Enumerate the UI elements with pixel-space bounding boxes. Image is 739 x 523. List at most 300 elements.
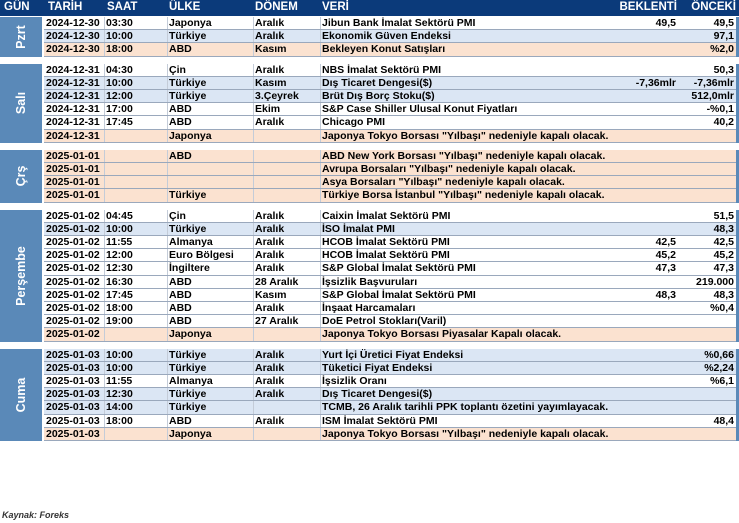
cell-event: ABD New York Borsası "Yılbaşı" nedeniyle kapalı olacak. bbox=[322, 149, 606, 162]
column-divider bbox=[104, 223, 105, 235]
cell-previous: 40,2 bbox=[713, 116, 734, 129]
cell-time: 10:00 bbox=[106, 222, 133, 235]
column-divider bbox=[104, 276, 105, 288]
header-ulke: ÜLKE bbox=[169, 1, 201, 13]
cell-country: Türkiye bbox=[169, 30, 207, 43]
column-divider bbox=[320, 249, 321, 261]
table-row bbox=[44, 289, 736, 302]
day-label: Cuma bbox=[14, 377, 28, 413]
column-divider bbox=[253, 17, 254, 29]
cell-country: ABD bbox=[169, 103, 192, 116]
cell-event: Chicago PMI bbox=[322, 116, 386, 129]
cell-country: Çin bbox=[169, 63, 186, 76]
cell-date: 2025-01-02 bbox=[46, 235, 100, 248]
column-divider bbox=[167, 328, 168, 340]
cell-time: 18:00 bbox=[106, 43, 133, 56]
cell-event: İnşaat Harcamaları bbox=[322, 301, 416, 314]
column-divider bbox=[320, 210, 321, 222]
cell-country: ABD bbox=[169, 116, 192, 129]
column-divider bbox=[104, 64, 105, 76]
cell-country: ABD bbox=[169, 414, 192, 427]
cell-time: 11:55 bbox=[106, 374, 133, 387]
cell-date: 2025-01-01 bbox=[46, 189, 100, 202]
table-row bbox=[44, 328, 736, 341]
cell-date: 2025-01-03 bbox=[46, 361, 100, 374]
column-divider bbox=[167, 103, 168, 115]
column-divider bbox=[167, 17, 168, 29]
column-divider bbox=[167, 401, 168, 413]
cell-period: Aralık bbox=[255, 222, 285, 235]
column-divider bbox=[104, 130, 105, 142]
cell-event: Caixin İmalat Sektörü PMI bbox=[322, 209, 451, 222]
column-divider bbox=[320, 349, 321, 361]
column-divider bbox=[104, 428, 105, 440]
cell-expected: 48,3 bbox=[655, 288, 676, 301]
header-tarih: TARİH bbox=[48, 1, 83, 13]
cell-date: 2025-01-03 bbox=[46, 374, 100, 387]
column-divider bbox=[320, 77, 321, 89]
column-divider bbox=[253, 415, 254, 427]
day-label-cell bbox=[0, 64, 44, 143]
cell-country: Çin bbox=[169, 209, 186, 222]
cell-date: 2025-01-02 bbox=[46, 301, 100, 314]
table-row bbox=[44, 388, 736, 401]
cell-country: Türkiye bbox=[169, 401, 207, 414]
cell-time: 17:00 bbox=[106, 103, 133, 116]
cell-event: Jibun Bank İmalat Sektörü PMI bbox=[322, 17, 476, 29]
column-divider bbox=[253, 362, 254, 374]
cell-date: 2025-01-03 bbox=[46, 427, 100, 440]
cell-time: 10:00 bbox=[106, 30, 133, 43]
day-label: Çrş bbox=[14, 165, 28, 187]
cell-period: Aralık bbox=[255, 388, 285, 401]
cell-date: 2025-01-02 bbox=[46, 275, 100, 288]
column-divider bbox=[167, 428, 168, 440]
cell-period: Aralık bbox=[255, 301, 285, 314]
column-divider bbox=[253, 375, 254, 387]
column-divider bbox=[104, 328, 105, 340]
column-divider bbox=[320, 289, 321, 301]
cell-event: İşsizlik Oranı bbox=[322, 374, 387, 387]
cell-expected: 47,3 bbox=[655, 262, 676, 275]
cell-time: 11:55 bbox=[106, 235, 133, 248]
cell-previous: 51,5 bbox=[713, 209, 734, 222]
cell-event: S&P Global İmalat Sektörü PMI bbox=[322, 288, 476, 301]
table-row bbox=[44, 349, 736, 362]
column-divider bbox=[253, 210, 254, 222]
table-row bbox=[44, 17, 736, 30]
column-divider bbox=[320, 362, 321, 374]
cell-date: 2025-01-01 bbox=[46, 149, 100, 162]
cell-country: Japonya bbox=[169, 17, 212, 29]
cell-event: Dış Ticaret Dengesi($) bbox=[322, 76, 433, 89]
cell-date: 2025-01-03 bbox=[46, 348, 100, 361]
cell-previous: %6,1 bbox=[710, 374, 734, 387]
column-divider bbox=[320, 428, 321, 440]
column-divider bbox=[320, 130, 321, 142]
cell-time: 17:45 bbox=[106, 288, 133, 301]
cell-event: Japonya Tokyo Borsası "Yılbaşı" nedeniyle kapalı olacak. bbox=[322, 129, 609, 142]
column-divider bbox=[167, 415, 168, 427]
cell-previous: %2,0 bbox=[710, 43, 734, 56]
cell-event: DoE Petrol Stokları(Varil) bbox=[322, 315, 447, 328]
cell-country: ABD bbox=[169, 275, 192, 288]
cell-country: Türkiye bbox=[169, 388, 207, 401]
day-label-cell bbox=[0, 210, 44, 342]
column-divider bbox=[253, 388, 254, 400]
column-divider bbox=[320, 43, 321, 55]
cell-country: ABD bbox=[169, 149, 192, 162]
cell-event: TCMB, 26 Aralık tarihli PPK toplantı özetini yayımlayacak. bbox=[322, 401, 609, 414]
column-divider bbox=[167, 375, 168, 387]
day-group bbox=[0, 64, 739, 143]
column-divider bbox=[104, 262, 105, 274]
cell-event: ISM İmalat Sektörü PMI bbox=[322, 414, 438, 427]
column-divider bbox=[167, 189, 168, 201]
column-divider bbox=[320, 103, 321, 115]
table-row bbox=[44, 103, 736, 116]
column-divider bbox=[104, 90, 105, 102]
column-divider bbox=[320, 116, 321, 128]
cell-period: Aralık bbox=[255, 235, 285, 248]
cell-country: Japonya bbox=[169, 427, 212, 440]
cell-period: Aralık bbox=[255, 63, 285, 76]
day-group bbox=[0, 150, 739, 203]
column-divider bbox=[167, 30, 168, 42]
cell-expected: 45,2 bbox=[655, 249, 676, 262]
cell-date: 2024-12-30 bbox=[46, 17, 100, 29]
column-divider bbox=[104, 77, 105, 89]
column-divider bbox=[167, 262, 168, 274]
column-divider bbox=[104, 176, 105, 188]
day-label: Salı bbox=[14, 92, 28, 115]
column-divider bbox=[320, 375, 321, 387]
cell-event: Asya Borsaları "Yılbaşı" nedeniyle kapalı olacak. bbox=[322, 176, 565, 189]
cell-expected: 49,5 bbox=[655, 17, 676, 29]
cell-date: 2025-01-03 bbox=[46, 388, 100, 401]
cell-event: Japonya Tokyo Borsası Piyasalar Kapalı olacak. bbox=[322, 328, 562, 341]
table-header bbox=[0, 0, 739, 16]
column-divider bbox=[104, 103, 105, 115]
cell-date: 2025-01-02 bbox=[46, 328, 100, 341]
cell-date: 2024-12-30 bbox=[46, 43, 100, 56]
cell-period: Ekim bbox=[255, 103, 281, 116]
cell-country: Türkiye bbox=[169, 89, 207, 102]
cell-previous: 42,5 bbox=[713, 235, 734, 248]
cell-event: Ekonomik Güven Endeksi bbox=[322, 30, 451, 43]
day-group bbox=[0, 349, 739, 441]
cell-date: 2025-01-02 bbox=[46, 249, 100, 262]
column-divider bbox=[320, 236, 321, 248]
column-divider bbox=[167, 289, 168, 301]
column-divider bbox=[253, 90, 254, 102]
column-divider bbox=[167, 223, 168, 235]
column-divider bbox=[253, 176, 254, 188]
cell-date: 2025-01-02 bbox=[46, 222, 100, 235]
column-divider bbox=[320, 163, 321, 175]
cell-event: HCOB İmalat Sektörü PMI bbox=[322, 235, 450, 248]
cell-country: Euro Bölgesi bbox=[169, 249, 234, 262]
cell-date: 2024-12-31 bbox=[46, 116, 100, 129]
column-divider bbox=[253, 401, 254, 413]
table-row bbox=[44, 276, 736, 289]
column-divider bbox=[104, 43, 105, 55]
cell-country: Japonya bbox=[169, 328, 212, 341]
column-divider bbox=[253, 349, 254, 361]
column-divider bbox=[253, 276, 254, 288]
column-divider bbox=[320, 276, 321, 288]
column-divider bbox=[167, 176, 168, 188]
cell-period: Aralık bbox=[255, 209, 285, 222]
cell-country: ABD bbox=[169, 315, 192, 328]
column-divider bbox=[104, 415, 105, 427]
header-veri: VERİ bbox=[322, 1, 349, 13]
column-divider bbox=[320, 262, 321, 274]
table-row bbox=[44, 236, 736, 249]
cell-country: ABD bbox=[169, 301, 192, 314]
column-divider bbox=[104, 189, 105, 201]
cell-date: 2024-12-31 bbox=[46, 89, 100, 102]
cell-date: 2025-01-02 bbox=[46, 262, 100, 275]
cell-time: 10:00 bbox=[106, 348, 133, 361]
cell-time: 18:00 bbox=[106, 414, 133, 427]
cell-period: 3.Çeyrek bbox=[255, 89, 299, 102]
column-divider bbox=[167, 90, 168, 102]
cell-previous: %0,66 bbox=[704, 348, 734, 361]
cell-previous: -%0,1 bbox=[706, 103, 734, 116]
table-row bbox=[44, 150, 736, 163]
cell-event: NBS İmalat Sektörü PMI bbox=[322, 63, 442, 76]
cell-period: Aralık bbox=[255, 116, 285, 129]
table-row bbox=[44, 30, 736, 43]
cell-previous: -7,36mlr bbox=[693, 76, 734, 89]
cell-period: Aralık bbox=[255, 17, 285, 29]
column-divider bbox=[104, 150, 105, 162]
cell-previous: %0,4 bbox=[710, 301, 734, 314]
cell-event: Brüt Dış Borç Stoku($) bbox=[322, 89, 435, 102]
cell-period: Aralık bbox=[255, 30, 285, 43]
column-divider bbox=[167, 302, 168, 314]
cell-expected: -7,36mlr bbox=[635, 76, 676, 89]
cell-date: 2025-01-03 bbox=[46, 401, 100, 414]
cell-event: Yurt İçi Üretici Fiyat Endeksi bbox=[322, 348, 464, 361]
cell-time: 10:00 bbox=[106, 361, 133, 374]
column-divider bbox=[253, 116, 254, 128]
cell-period: Kasım bbox=[255, 43, 287, 56]
cell-country: Türkiye bbox=[169, 361, 207, 374]
cell-date: 2025-01-03 bbox=[46, 414, 100, 427]
column-divider bbox=[104, 30, 105, 42]
column-divider bbox=[320, 328, 321, 340]
day-group bbox=[0, 17, 739, 57]
table-row bbox=[44, 375, 736, 388]
column-divider bbox=[104, 302, 105, 314]
column-divider bbox=[253, 249, 254, 261]
cell-date: 2025-01-02 bbox=[46, 209, 100, 222]
column-divider bbox=[320, 223, 321, 235]
cell-event: S&P Case Shiller Ulusal Konut Fiyatları bbox=[322, 103, 518, 116]
day-group bbox=[0, 210, 739, 342]
table-row bbox=[44, 189, 736, 202]
column-divider bbox=[253, 43, 254, 55]
column-divider bbox=[253, 328, 254, 340]
table-row bbox=[44, 43, 736, 56]
column-divider bbox=[253, 150, 254, 162]
column-divider bbox=[253, 236, 254, 248]
column-divider bbox=[104, 388, 105, 400]
cell-previous: 47,3 bbox=[713, 262, 734, 275]
table-row bbox=[44, 77, 736, 90]
table-row bbox=[44, 249, 736, 262]
column-divider bbox=[167, 150, 168, 162]
column-divider bbox=[253, 163, 254, 175]
table-row bbox=[44, 64, 736, 77]
cell-date: 2024-12-31 bbox=[46, 76, 100, 89]
cell-period: Aralık bbox=[255, 262, 285, 275]
day-label: Pzrt bbox=[14, 24, 28, 49]
column-divider bbox=[253, 77, 254, 89]
column-divider bbox=[253, 289, 254, 301]
column-divider bbox=[104, 17, 105, 29]
column-divider bbox=[167, 43, 168, 55]
cell-time: 18:00 bbox=[106, 301, 133, 314]
column-divider bbox=[104, 236, 105, 248]
cell-previous: 45,2 bbox=[713, 249, 734, 262]
column-divider bbox=[167, 388, 168, 400]
cell-event: Avrupa Borsaları "Yılbaşı" nedeniyle kapalı olacak. bbox=[322, 162, 576, 175]
column-divider bbox=[104, 362, 105, 374]
cell-country: Türkiye bbox=[169, 222, 207, 235]
column-divider bbox=[253, 428, 254, 440]
table-row bbox=[44, 210, 736, 223]
column-divider bbox=[253, 103, 254, 115]
column-divider bbox=[320, 176, 321, 188]
day-label-cell bbox=[0, 17, 44, 57]
column-divider bbox=[104, 249, 105, 261]
day-label: Perşembe bbox=[14, 245, 28, 306]
cell-date: 2024-12-31 bbox=[46, 63, 100, 76]
column-divider bbox=[167, 163, 168, 175]
column-divider bbox=[104, 315, 105, 327]
column-divider bbox=[104, 163, 105, 175]
column-divider bbox=[167, 362, 168, 374]
cell-country: ABD bbox=[169, 288, 192, 301]
column-divider bbox=[104, 375, 105, 387]
table-row bbox=[44, 262, 736, 275]
cell-country: Türkiye bbox=[169, 348, 207, 361]
column-divider bbox=[167, 210, 168, 222]
source-note: Kaynak: Foreks bbox=[2, 510, 70, 520]
cell-time: 04:45 bbox=[106, 209, 133, 222]
cell-time: 04:30 bbox=[106, 63, 133, 76]
column-divider bbox=[253, 189, 254, 201]
cell-time: 12:30 bbox=[106, 262, 133, 275]
column-divider bbox=[104, 289, 105, 301]
cell-previous: 48,3 bbox=[713, 288, 734, 301]
table-row bbox=[44, 415, 736, 428]
cell-previous: 49,5 bbox=[713, 17, 734, 29]
header-donem: DÖNEM bbox=[255, 1, 298, 13]
cell-event: Tüketici Fiyat Endeksi bbox=[322, 361, 433, 374]
day-label-cell bbox=[0, 349, 44, 441]
cell-previous: 48,4 bbox=[713, 414, 734, 427]
cell-country: Türkiye bbox=[169, 189, 207, 202]
cell-previous: 48,3 bbox=[713, 222, 734, 235]
cell-time: 10:00 bbox=[106, 76, 133, 89]
cell-time: 12:00 bbox=[106, 249, 133, 262]
table-row bbox=[44, 362, 736, 375]
cell-event: Türkiye Borsa İstanbul "Yılbaşı" nedeniyle kapalı olacak. bbox=[322, 189, 605, 202]
cell-time: 12:30 bbox=[106, 388, 133, 401]
cell-time: 14:00 bbox=[106, 401, 133, 414]
cell-period: 28 Aralık bbox=[255, 275, 299, 288]
column-divider bbox=[167, 276, 168, 288]
header-saat: SAAT bbox=[107, 1, 138, 13]
cell-period: Aralık bbox=[255, 414, 285, 427]
cell-time: 17:45 bbox=[106, 116, 133, 129]
column-divider bbox=[253, 30, 254, 42]
column-divider bbox=[167, 77, 168, 89]
table-row bbox=[44, 163, 736, 176]
column-divider bbox=[167, 236, 168, 248]
column-divider bbox=[320, 415, 321, 427]
cell-country: Türkiye bbox=[169, 76, 207, 89]
cell-previous: 219.000 bbox=[696, 275, 734, 288]
cell-previous: %2,24 bbox=[704, 361, 734, 374]
column-divider bbox=[253, 315, 254, 327]
column-divider bbox=[320, 302, 321, 314]
column-divider bbox=[104, 401, 105, 413]
table-row bbox=[44, 176, 736, 189]
cell-country: Almanya bbox=[169, 235, 213, 248]
cell-date: 2024-12-30 bbox=[46, 30, 100, 43]
header-beklenti: BEKLENTİ bbox=[619, 1, 677, 13]
cell-time: 12:00 bbox=[106, 89, 133, 102]
column-divider bbox=[167, 349, 168, 361]
table-row bbox=[44, 315, 736, 328]
column-divider bbox=[167, 116, 168, 128]
table-row bbox=[44, 302, 736, 315]
table-row bbox=[44, 401, 736, 414]
cell-event: İSO İmalat PMI bbox=[322, 222, 395, 235]
cell-date: 2024-12-31 bbox=[46, 103, 100, 116]
column-divider bbox=[320, 150, 321, 162]
cell-date: 2024-12-31 bbox=[46, 129, 100, 142]
table-row bbox=[44, 116, 736, 129]
column-divider bbox=[253, 130, 254, 142]
table-row bbox=[44, 223, 736, 236]
column-divider bbox=[104, 349, 105, 361]
column-divider bbox=[320, 30, 321, 42]
header-gun: GÜN bbox=[4, 1, 30, 13]
cell-period: Aralık bbox=[255, 348, 285, 361]
table-row bbox=[44, 130, 736, 143]
column-divider bbox=[320, 64, 321, 76]
column-divider bbox=[320, 90, 321, 102]
column-divider bbox=[320, 189, 321, 201]
cell-event: Bekleyen Konut Satışları bbox=[322, 43, 446, 56]
cell-previous: 512,0mlr bbox=[691, 89, 734, 102]
cell-event: İşsizlik Başvuruları bbox=[322, 275, 418, 288]
day-label-cell bbox=[0, 150, 44, 203]
column-divider bbox=[253, 262, 254, 274]
column-divider bbox=[167, 315, 168, 327]
table-row bbox=[44, 90, 736, 103]
column-divider bbox=[167, 130, 168, 142]
column-divider bbox=[253, 223, 254, 235]
cell-event: HCOB İmalat Sektörü PMI bbox=[322, 249, 450, 262]
cell-time: 19:00 bbox=[106, 315, 133, 328]
